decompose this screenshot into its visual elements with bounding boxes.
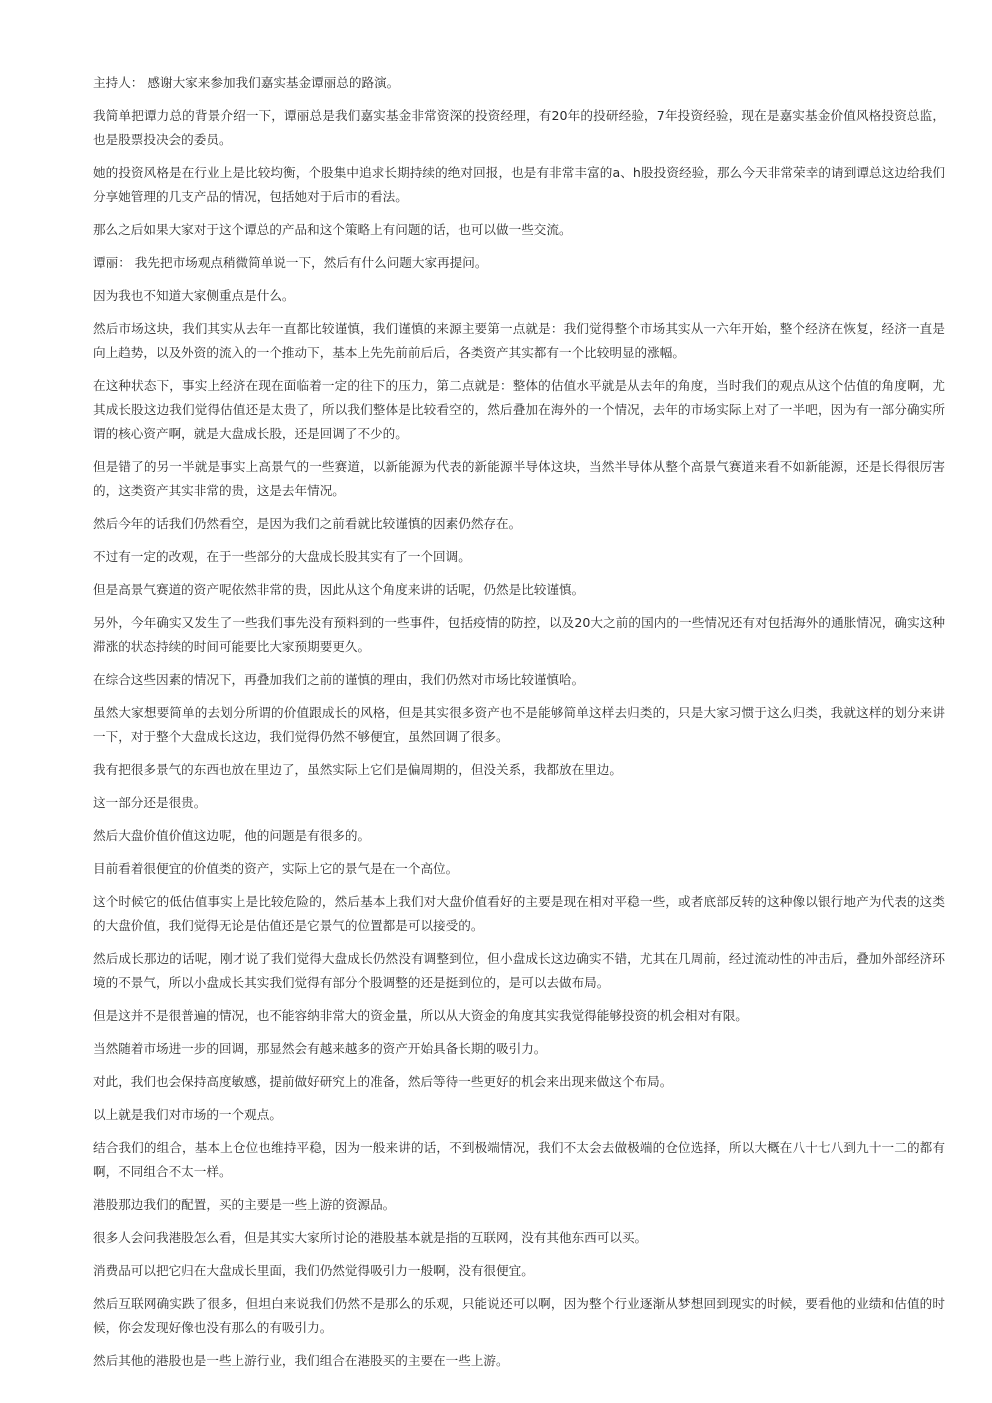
- paragraph: 谭丽： 我先把市场观点稍微简单说一下，然后有什么问题大家再提问。: [93, 255, 488, 270]
- paragraph: 不过有一定的改观，在于一些部分的大盘成长股其实有了一个回调。: [93, 549, 471, 564]
- paragraph: 然后成长那边的话呢，刚才说了我们觉得大盘成长仍然没有调整到位，但小盘成长这边确实不错，尤其在几周前，经过流动性的冲击后，叠加外部经济环境的不景气，所以小盘成长其实我们觉得有部分个股调整的还是挺到位的，是可以去做布局。: [93, 951, 945, 990]
- paragraph: 但是错了的另一半就是事实上高景气的一些赛道，以新能源为代表的新能源半导体这块，当然半导体从整个高景气赛道来看不如新能源，还是长得很厉害的，这类资产其实非常的贵，这是去年情况。: [93, 459, 945, 498]
- paragraph: 她的投资风格是在行业上是比较均衡，个股集中追求长期持续的绝对回报，也是有非常丰富的a、h股投资经验，那么今天非常荣幸的请到谭总这边给我们分享她管理的几支产品的情况，包括她对于后市的看法。: [93, 165, 945, 204]
- paragraph: 当然随着市场进一步的回调，那显然会有越来越多的资产开始具备长期的吸引力。: [93, 1041, 547, 1056]
- paragraph: 我有把很多景气的东西也放在里边了，虽然实际上它们是偏周期的，但没关系，我都放在里边。: [93, 762, 622, 777]
- transcript-page: [93, 71, 945, 1382]
- paragraph: 另外，今年确实又发生了一些我们事先没有预料到的一些事件，包括疫情的防控，以及20大之前的国内的一些情况还有对包括海外的通胀情况，确实这种滞涨的状态持续的时间可能要比大家预期要更久。: [93, 615, 945, 654]
- paragraph: 但是这并不是很普遍的情况，也不能容纳非常大的资金量，所以从大资金的角度其实我觉得能够投资的机会相对有限。: [93, 1008, 748, 1023]
- paragraph: 目前看着很便宜的价值类的资产，实际上它的景气是在一个高位。: [93, 861, 459, 876]
- paragraph: 在综合这些因素的情况下，再叠加我们之前的谨慎的理由，我们仍然对市场比较谨慎哈。: [93, 672, 585, 687]
- paragraph: 这一部分还是很贵。: [93, 795, 207, 810]
- paragraph: 很多人会问我港股怎么看，但是其实大家所讨论的港股基本就是指的互联网，没有其他东西可以买。: [93, 1230, 648, 1245]
- paragraph: 消费品可以把它归在大盘成长里面，我们仍然觉得吸引力一般啊，没有很便宜。: [93, 1263, 534, 1278]
- paragraph: 结合我们的组合，基本上仓位也维持平稳，因为一般来讲的话，不到极端情况，我们不太会去做极端的仓位选择，所以大概在八十七八到九十一二的都有啊，不同组合不太一样。: [93, 1140, 945, 1179]
- paragraph: 然后大盘价值价值这边呢，他的问题是有很多的。: [93, 828, 371, 843]
- paragraph: 对此，我们也会保持高度敏感，提前做好研究上的准备，然后等待一些更好的机会来出现来做这个布局。: [93, 1074, 673, 1089]
- paragraph: 我简单把谭力总的背景介绍一下，谭丽总是我们嘉实基金非常资深的投资经理，有20年的投研经验，7年投资经验，现在是嘉实基金价值风格投资总监，也是股票投决会的委员。: [93, 108, 945, 147]
- paragraph: 但是高景气赛道的资产呢依然非常的贵，因此从这个角度来讲的话呢，仍然是比较谨慎。: [93, 582, 585, 597]
- paragraph: 那么之后如果大家对于这个谭总的产品和这个策略上有问题的话，也可以做一些交流。: [93, 222, 572, 237]
- paragraph: 虽然大家想要简单的去划分所谓的价值跟成长的风格，但是其实很多资产也不是能够简单这样去归类的，只是大家习惯于这么归类，我就这样的划分来讲一下，对于整个大盘成长这边，我们觉得仍然不够便宜，虽然回调了很多。: [93, 705, 945, 744]
- paragraph: 然后其他的港股也是一些上游行业，我们组合在港股买的主要在一些上游。: [93, 1353, 509, 1368]
- paragraph: 然后互联网确实跌了很多，但坦白来说我们仍然不是那么的乐观，只能说还可以啊，因为整个行业逐渐从梦想回到现实的时候，要看他的业绩和估值的时候，你会发现好像也没有那么的有吸引力。: [93, 1296, 945, 1335]
- paragraph: 以上就是我们对市场的一个观点。: [93, 1107, 282, 1122]
- paragraph: 港股那边我们的配置，买的主要是一些上游的资源品。: [93, 1197, 396, 1212]
- paragraph: 在这种状态下，事实上经济在现在面临着一定的往下的压力，第二点就是：整体的估值水平就是从去年的角度，当时我们的观点从这个估值的角度啊，尤其成长股这边我们觉得估值还是太贵了，所以我们整体是比较看空的，然后叠加在海外的一个情况，去年的市场实际上对了一半吧，因为有一部分确实所谓的核心资产啊，就是大盘成长股，还是回调了不少的。: [93, 378, 945, 441]
- paragraph: 主持人： 感谢大家来参加我们嘉实基金谭丽总的路演。: [93, 75, 400, 90]
- paragraph: 然后市场这块，我们其实从去年一直都比较谨慎，我们谨慎的来源主要第一点就是：我们觉得整个市场其实从一六年开始，整个经济在恢复，经济一直是向上趋势，以及外资的流入的一个推动下，基本上先先前前后后，各类资产其实都有一个比较明显的涨幅。: [93, 321, 945, 360]
- paragraph: 因为我也不知道大家侧重点是什么。: [93, 288, 295, 303]
- paragraph: 这个时候它的低估值事实上是比较危险的，然后基本上我们对大盘价值看好的主要是现在相对平稳一些，或者底部反转的这种像以银行地产为代表的这类的大盘价值，我们觉得无论是估值还是它景气的位置都是可以接受的。: [93, 894, 945, 933]
- paragraph: 然后今年的话我们仍然看空，是因为我们之前看就比较谨慎的因素仍然存在。: [93, 516, 522, 531]
